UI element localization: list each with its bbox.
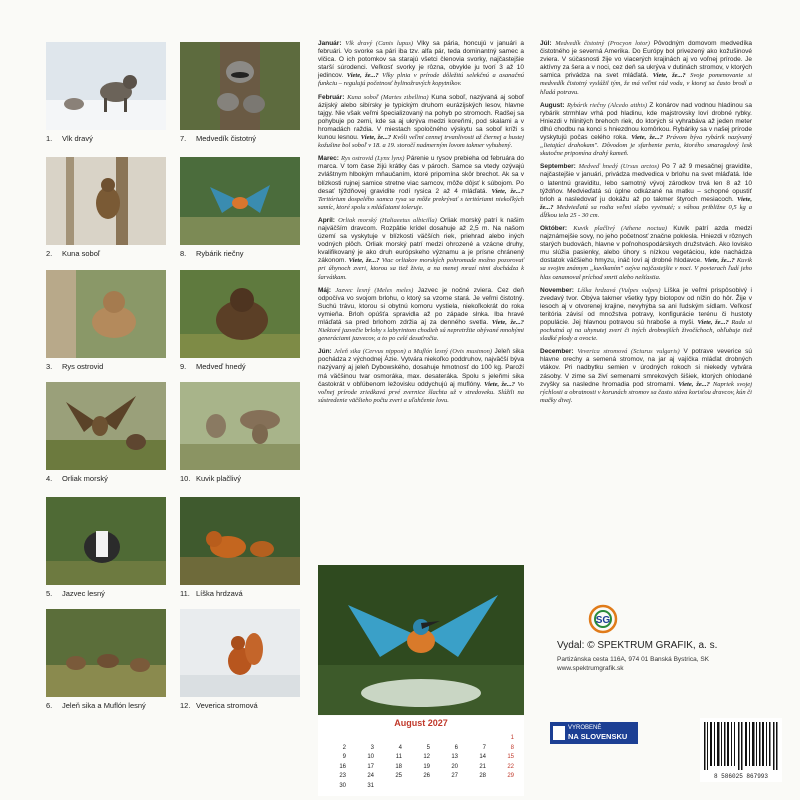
calendar-day: 3 (370, 744, 374, 751)
calendar-day: 25 (395, 773, 402, 779)
entry-september: September: Medveď hnedý (Ursus arctos) Po 7 až 9 mesačnej gravidite, najčastejšie v januári, privádza medvedica v brlohu na svet mláďatá. Ide o latentnú graviditu, lebo samotný vývoj zárodkov trvá len 8 až 10 týždňov. Medvieďatá sú úplne odkázané na matku – schopné opustiť brloh a nasledovať ju dokážu až po takmer štyroch mesiacoch. Viete, že...? Medvieďatá sa rodia veľmi slabo vyvinuté; s váhou približne 0,5 kg a dĺžkou tela 25 - 30 cm. (540, 163, 753, 219)
calendar-day: 16 (339, 763, 346, 770)
barcode (700, 718, 782, 782)
photo-wolf (46, 42, 166, 130)
photo-kingfisher-large (318, 565, 524, 715)
entry-june: Jún: Jeleň sika (Cervus nippon) a Muflón lesný (Ovis musimon) Jeleň sika pochádza z východnej Ázie. Vytvára niekoľko poddruhov, najväčší býva nazývaný aj jeleň Dybowského, dosahuje hmotnosť do 100 kg. Paroží má väčšinou tvar osmoráka, max. desateráka. Spolu s jeleňmi sika častokrát v obľúbenom ležovisku oddychujú aj muflóny. Viete, že...? Vo voľnej prírode zriedkavá prvé zvernice šlachta už v stredoveku. Slúžili na sústredenie väčšieho počtu zveri a uľahčenie lovu. (318, 348, 525, 404)
calendar-week-row (322, 734, 520, 743)
calendar-day: 7 (482, 744, 486, 751)
calendar-day: 19 (423, 763, 430, 770)
publisher-logo (586, 604, 620, 634)
caption-6: 6. Jeleň sika a Muflón lesný (46, 701, 146, 710)
entry-october: Október: Kuvik plačlivý (Athene noctua) Kuvik patrí azda medzi najznámejšie sovy, no jeho početnosť značne poklesla. Hniezdi v rôznych starých budovách, hlavne v poľnohospodárskych družstvách. Ako lovisko mu slúžia pasienky, alebo úhory s nízkou vegetáciou, kde nachádza dostatok väčšieho hmyzu, ináč loví aj drobné hlodavce. Viete, že...? Kuvik sa svojim známym „kuvíkaním" ozýva najčastejšie v noci. V povierach ľudí jeho hlas oznamoval príchod smrti alebo nešťastia. (540, 224, 753, 281)
calendar-day: 20 (451, 763, 458, 770)
text-column-left (318, 40, 524, 410)
calendar-week-row (322, 744, 520, 753)
entry-february: Február: Kuna soboľ (Martes zibellina) Kuna soboľ, nazývaná aj soboľ ázijský alebo sibírsky je typickým druhom eurázijských lesov, hlavne tajgy. Nie však veľmi špecializovaný na pohyb po stromoch. Radšej sa pohybuje po zemi, kde sa aj ukrýva medzi koreňmi, pod skalami a v hromadách raždia. V miestach spoločného výskytu sa soboľ kríži s kunou lesnou. Viete, že...? Kvôli veľmi cennej trvanlivosti až čiernej a hustej kožušine bol soboľ v 18. a 19. storočí nadmerným lovom takmer vyhubený. (318, 93, 525, 150)
calendar-day: 13 (451, 754, 458, 760)
caption-12: 12. Veverica stromová (180, 701, 258, 710)
calendar-day: 28 (479, 773, 486, 779)
caption-7: 7. Medvedík čistotný (180, 134, 257, 143)
calendar-week-row (322, 772, 520, 781)
caption-11: 11. Líška hrdzavá (180, 589, 243, 598)
photo-raccoon (180, 42, 300, 130)
caption-10: 10. Kuvik plačlivý (180, 474, 242, 483)
calendar-week-row (322, 753, 520, 762)
calendar-day: 12 (423, 754, 430, 760)
calendar-grid (322, 734, 520, 792)
calendar-day: 8 (510, 744, 514, 751)
text-column-right (540, 40, 752, 410)
calendar-title: August 2027 (394, 718, 448, 728)
entry-march: Marec: Rys ostrovid (Lynx lynx) Párenie u rysov prebieha od februára do marca. V tom čase žijú krátky čas v pároch. Samce sa vtedy ozývajú zvláštnym hlbokým mňaučaním, ktoré pripomína skôr brechot. Ak sa v blízkosti rujnej samice stretne viac samcov, môže dôjsť k súbojom. Po desať týždňovej gravidite rodí rysica 2 až 4 mláďatá. Viete, že...? Teritórium dospelého samca rysa sa môže prekrývať s teritóriami niekoľkých samíc, ktoré spolu s mláďatami toleruje. (318, 155, 524, 211)
calendar-week-row (322, 782, 520, 791)
calendar-day: 22 (507, 763, 514, 770)
made-in-slovakia-badge: VYROBENÉ NA SLOVENSKU (550, 722, 638, 744)
entry-may: Máj: Jazvec lesný (Meles meles) Jazvec je nočné zviera. Cez deň odpočíva vo svojom brlohu, o ktorý sa vzorne stará. Je veľmi čistotný. Suchú trávu, ktorou si obytnú komoru vystiela, niekoľkokrát do roka vymieňa. Brloh opúšťa spravidla až po západe slnka. Iba hravé mláďatá sa pred brlohom zdržia aj za denného svetla. Viete, že...? Niektoré jazvečie brlohy s labyrintom chodieb sú nepretržite obývané mnohými generáciami jazvecov, a to po celé desaťročia. (318, 286, 525, 343)
calendar-day: 24 (367, 773, 374, 779)
photo-kingfisher-small (180, 157, 300, 245)
mini-calendar (318, 716, 524, 796)
calendar-day: 2 (342, 744, 346, 751)
entry-august: August: Rybárik riečny (Alcedo atthis) Z konárov nad vodnou hladinou sa rybárik strmhlav vrhá pod hladinu, kde majstrovsky loví drobné rybky. Hniezdi v hlinitých brehoch riek, do ktorých si vyhrabáva až jeden meter dlhú chodbu na konci s hniezdnou komôrkou. Rybáriky sa v našej prírode vyskytujú počas celého roka. Viete, že...? Právom býva rybárik nazývaný „lietajúci drahokam". Dôvodom je sfarbenie peria, ktorého smaragdový lesk skutočne pripomína drahý kameň. (540, 101, 752, 158)
entry-july: Júl: Medvedík čistotný (Procyon lotor) Pôvodným domovom medvedíka čistotného je severná Amerika. Do Európy bol privezený ako kožušinové zviera. V súčasnosti žije vo viacerých krajinách aj vo voľnej prírode. Je aktívny za šera a v noci, cez deň sa ukrýva v dutinách stromov, v ktorých samica privádza na svet mláďatá. Viete, že...? Svoje pomenovanie si medvedík čistotný vyslúžil tým, že má veľmi rád vodu, v ktorej sa často brodí a hľadá potravu. (540, 40, 753, 96)
calendar-day: 21 (479, 763, 486, 770)
calendar-day: 29 (507, 773, 514, 779)
photo-lynx (46, 270, 166, 358)
barcode-icon (704, 722, 778, 770)
entry-november: November: Líška hrdzavá (Vulpes vulpes) Líška je veľmi prispôsobivý i zvedavý tvor. Obýva takmer všetky typy biotopov od nížin do hôr. Žije v lesoch aj v otvorenej krajine, nevyhýba sa ani ľudským sídlam. Veľkosť teritória závisí od množstva potravy, konfigurácie terénu či hustoty populácie. Jej hlavnou potravou sú hraboše a myši. Viete, že...? Rada si pochutná aj na uhynutej zveri či iných drobnejších živočíchoch, obľubuje tiež sladké plody a ovocie. (540, 286, 753, 343)
caption-2: 2. Kuna soboľ (46, 249, 101, 258)
caption-3: 3. Rys ostrovid (46, 362, 104, 371)
calendar-day: 9 (342, 754, 346, 760)
svg-text:SG: SG (595, 615, 611, 626)
photo-brown-bear (180, 270, 300, 358)
photo-owl (180, 382, 300, 470)
caption-9: 9. Medveď hnedý (180, 362, 246, 371)
calendar-day: 5 (426, 744, 430, 751)
caption-5: 5. Jazvec lesný (46, 589, 105, 598)
calendar-day: 1 (510, 735, 514, 741)
photo-eagle (46, 382, 166, 470)
photo-badger (46, 497, 166, 585)
calendar-day: 27 (451, 773, 458, 779)
calendar-day: 23 (339, 773, 346, 779)
calendar-day: 14 (479, 754, 486, 760)
caption-1: 1. Vlk dravý (46, 134, 93, 143)
calendar-day: 26 (423, 773, 430, 779)
caption-8: 8. Rybárik riečny (180, 249, 244, 258)
entry-april: Apríl: Orliak morský (Haliaeetus albicilla) Orliak morský patrí k našim najväčším dravcom. Rozpätie krídel dosahuje až 2,5 m. Na našom území sa vyskytuje v blízkosti väčších riek, priehrad alebo iných vodných plôch. Orliak morský patrí medzi ohrozené a vzácne druhy, kvalifikovaný je ako druh európskeho významu a je prísne chránený zákonom. Viete, že...? Viac orliakov morských pohromade možno pozorovať pri úhynoch zveri, ktorou sa tiež živia, a na menej mrazí nimi dochádza k šarvátkam. (318, 216, 524, 281)
calendar-day: 4 (398, 744, 402, 751)
photo-squirrel (180, 609, 300, 697)
calendar-day: 17 (367, 763, 374, 770)
photo-deer-mouflon (46, 609, 166, 697)
calendar-day: 30 (339, 782, 346, 789)
publisher-website: www.spektrumgrafik.sk (557, 665, 624, 672)
calendar-day: 18 (395, 763, 402, 770)
publisher-address: Partizánska cesta 116A, 974 01 Banská Bystrica, SK (557, 656, 709, 663)
calendar-day: 15 (507, 754, 514, 760)
caption-4: 4. Orliak morský (46, 474, 108, 483)
calendar-day: 10 (367, 754, 374, 760)
calendar-day: 31 (367, 782, 374, 789)
barcode-number: 8 586025 867993 (713, 773, 768, 780)
calendar-week-row (322, 763, 520, 772)
entry-december: December: Veverica stromová (Sciurus vulgaris) V potrave veverice sú hlavne orechy a semená stromov, na jar aj vajíčka mláďat drobných vtákov. Pri nadbytku semien v úrodných rokoch si niekedy vytvára zásoby. V zime sa živí semenami smrekových šišiek, ktorých ohlodané zvyšky sa nasledne hromadia pod stromami. Viete, že...? Napriek svojej rýchlosti a obratnosti v korunách stromov sa často stáva korisťou dravcov, kún či mačky divej. (540, 348, 752, 404)
calendar-day: 6 (454, 744, 458, 751)
photo-sable (46, 157, 166, 245)
publisher-title: Vydal: © SPEKTRUM GRAFIK, a. s. (557, 640, 718, 651)
entry-january: Január: Vlk dravý (Canis lupus) Vlky sa pária, honcujú v januári a februári. Vo svorke sa pári iba tzv. alfa pár, teda dominantný samec a vlčica. O ich potomkov sa starajú všetci členovia svorky, najčastejšie starší súrodenci. Veľkosť svorky je rôzna, obvykle ju tvorí 3 až 10 jedincov. Viete, že...? Vlky plnia v prírode dôležitú selekčnú a asanačnú funkciu – regulujú početnosť bylinožravých kopytníkov. (318, 40, 525, 88)
slovakia-flag-icon (553, 726, 565, 740)
photo-fox (180, 497, 300, 585)
calendar-day: 11 (395, 754, 402, 760)
